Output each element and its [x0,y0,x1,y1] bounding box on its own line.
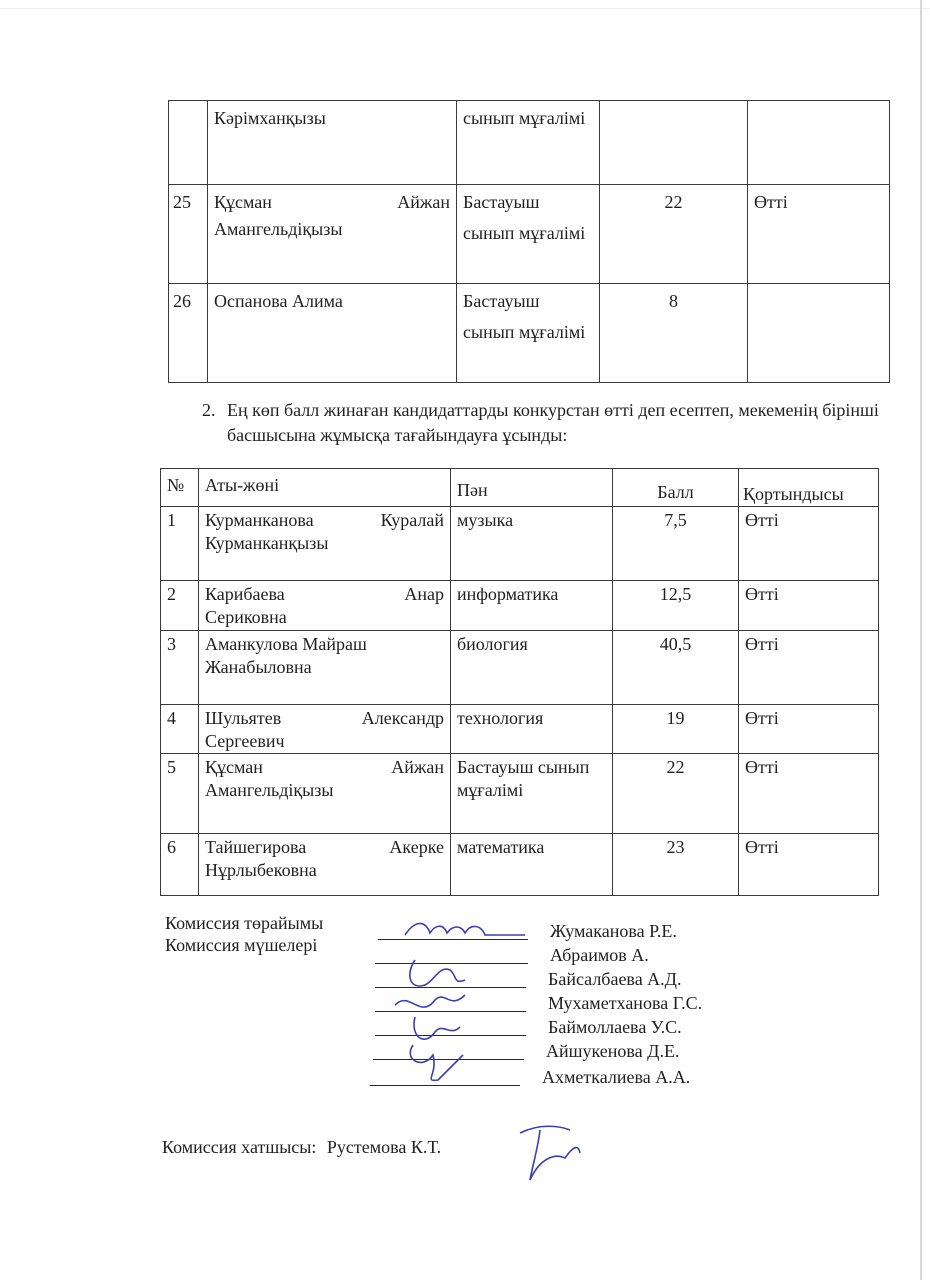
first-name: Александр [361,708,444,728]
row-number: 1 [161,507,199,581]
name-line [205,509,444,532]
member-name: Жумаканова Р.Е. [550,921,677,941]
chair-label: Комиссия төрайымы [165,913,324,933]
table-row [161,581,879,631]
candidate-score: 22 [600,185,748,284]
name-line: Амангельдіқызы [214,219,343,239]
candidate-name [199,754,451,834]
members-label: Комиссия мүшелері [165,935,318,955]
candidate-result [748,101,890,185]
name-line [205,583,444,606]
candidate-score: 19 [613,705,739,754]
patronymic: Нұрлыбековна [205,860,317,880]
patronymic: Курманканқызы [205,533,329,553]
row-number: 4 [161,705,199,754]
candidate-name [208,185,457,284]
patronymic: Сериковна [205,607,287,627]
page-edge-top [0,8,930,9]
name-line [205,756,444,779]
secretary-name: Рустемова К.Т. [326,1137,442,1157]
surname: Карибаева [205,584,285,604]
table-row [161,834,879,896]
name-line [205,707,444,730]
candidate-name [199,834,451,896]
row-number [169,101,208,185]
table-row [169,185,890,284]
candidate-name [208,284,457,383]
commission-labels [165,912,323,956]
candidate-result: Өтті [739,754,879,834]
header-score: Балл [613,469,739,507]
surname: Шульятев [205,708,282,728]
first-name: Куралай [380,510,444,530]
candidate-subject: технология [451,705,613,754]
header-subject: Пән [451,469,613,507]
candidate-score: 23 [613,834,739,896]
surname: Аманкулова Майраш [205,634,367,654]
row-number: 6 [161,834,199,896]
row-number: 25 [169,185,208,284]
candidate-name [199,507,451,581]
name-line [205,836,444,859]
candidate-result: Өтті [739,631,879,705]
member-name: Айшукенова Д.Е. [546,1041,680,1061]
candidate-result: Өтті [739,834,879,896]
candidate-name [199,631,451,705]
winners-table [160,468,879,896]
candidate-subject: музыка [451,507,613,581]
candidate-score [600,101,748,185]
secretary-signature-icon [510,1118,585,1188]
first-name: Айжан [391,757,444,777]
candidate-subject: Бастауыш сынып мұғалімі [451,754,613,834]
name-part: Айжан [397,192,450,212]
name-line: Оспанова Алима [214,291,343,311]
table-row [169,284,890,383]
name-line [205,633,444,656]
header-result: Қортындысы [739,469,879,507]
surname: Курманканова [205,510,314,530]
page-edge-right [920,0,922,1280]
table-row [161,754,879,834]
member-signature-icon [398,1040,468,1085]
patronymic: Амангельдіқызы [205,780,334,800]
table-row [161,631,879,705]
patronymic: Сергеевич [205,731,285,751]
candidate-result [748,284,890,383]
candidate-name [199,581,451,631]
row-number: 2 [161,581,199,631]
table-header-row [161,469,879,507]
name-line [214,187,450,218]
first-name: Анар [404,584,444,604]
candidate-subject: математика [451,834,613,896]
name-part: Құсман [214,192,272,212]
candidate-position: сынып мұғалімі [457,101,600,185]
row-number: 3 [161,631,199,705]
paragraph-number: 2. [202,400,216,420]
candidate-result: Өтті [739,507,879,581]
chair-signature-icon [385,915,530,945]
candidate-position: Бастауыш сынып мұғалімі [457,185,600,284]
table-row [169,101,890,185]
candidate-name [199,705,451,754]
candidate-result: Өтті [748,185,890,284]
candidate-score: 22 [613,754,739,834]
secretary-line [162,1135,441,1159]
candidate-position: Бастауыш сынып мұғалімі [457,284,600,383]
header-number: № [161,469,199,507]
candidate-score: 7,5 [613,507,739,581]
member-name: Ахметкалиева А.А. [542,1067,691,1087]
member-name: Баймоллаева У.С. [548,1017,682,1037]
table-row [161,705,879,754]
row-number: 5 [161,754,199,834]
signature-line [370,1085,520,1086]
surname: Құсман [205,757,263,777]
secretary-label: Комиссия хатшысы: [162,1137,317,1157]
member-name: Байсалбаева А.Д. [548,969,682,989]
paragraph-text: Ең көп балл жинаған кандидаттарды конкурстан өтті деп есептеп, мекеменің бірінші басшысына жұмысқа тағайындауға ұсынды: [227,400,879,445]
candidate-score: 40,5 [613,631,739,705]
candidate-result: Өтті [739,705,879,754]
name-line: Кәрімханқызы [214,108,326,128]
candidate-name [208,101,457,185]
first-name: Акерке [389,837,444,857]
candidate-score: 12,5 [613,581,739,631]
candidate-subject: биология [451,631,613,705]
candidate-subject: информатика [451,581,613,631]
surname: Тайшегирова [205,837,307,857]
member-name: Абраимов А. [550,945,649,965]
member-name: Мухаметханова Г.С. [548,993,703,1013]
header-name: Аты-жөні [199,469,451,507]
row-number: 26 [169,284,208,383]
table-row [161,507,879,581]
candidates-table-continued [168,100,890,383]
candidate-result: Өтті [739,581,879,631]
candidate-score: 8 [600,284,748,383]
patronymic: Жанабыловна [205,657,312,677]
